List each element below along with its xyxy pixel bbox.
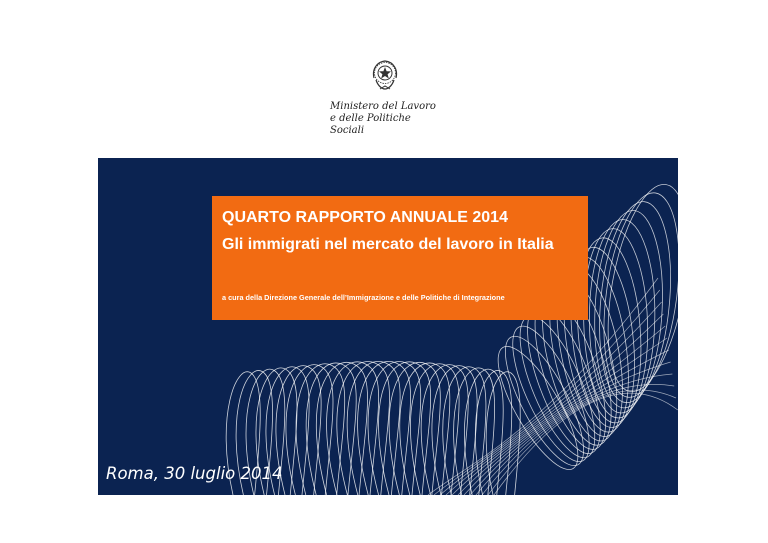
wave-line (296, 364, 345, 495)
report-credit: a cura della Direzione Generale dell’Immigrazione e delle Politiche di Integrazione (222, 293, 505, 302)
wave-line (316, 362, 367, 495)
wave-line (327, 362, 379, 495)
report-date: Roma, 30 luglio 2014 (106, 464, 283, 483)
header (0, 0, 768, 150)
wave-line (389, 362, 440, 495)
ministry-line-1: Ministero del Lavoro (330, 101, 436, 112)
cover-slide (98, 158, 678, 495)
italian-republic-emblem-icon (370, 58, 400, 92)
wave-line (452, 326, 665, 495)
report-subtitle: Gli immigrati nel mercato del lavoro in Italia (222, 236, 554, 253)
title-box (212, 196, 588, 320)
wave-line (410, 364, 459, 495)
wave-line (286, 365, 333, 495)
wave-line (379, 362, 431, 495)
ministry-name (330, 101, 440, 137)
report-title: QUARTO RAPPORTO ANNUALE 2014 (222, 209, 508, 226)
ministry-line-2: e delle Politiche Sociali (330, 113, 411, 136)
wave-line (276, 366, 321, 495)
